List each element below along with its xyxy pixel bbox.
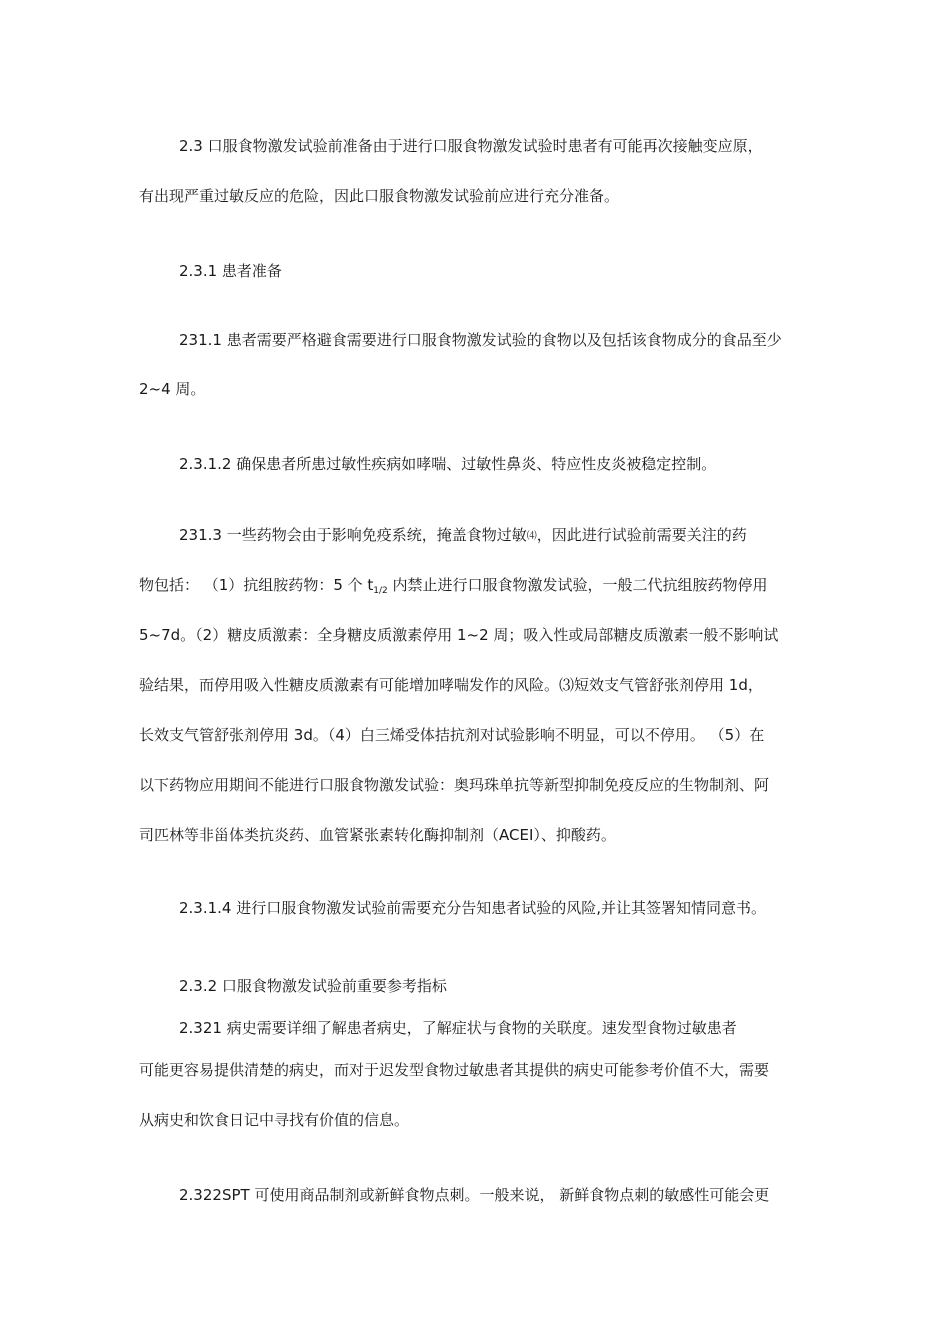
paragraph-line: 验结果，而停用吸入性糖皮质激素有可能增加哮喘发作的风险。⑶短效支气管舒张剂停用 1d， — [139, 676, 763, 694]
paragraph-line: 231.1 患者需要严格避食需要进行口服食物激发试验的食物以及包括该食物成分的食品至少 — [179, 331, 782, 349]
paragraph-line: 有出现严重过敏反应的危险，因此口服食物激发试验前应进行充分准备。 — [139, 187, 620, 205]
line-text: 内禁止进行口服食物激发试验，一般二代抗组胺药物停用 — [387, 576, 768, 594]
paragraph-line: 2.3.1.4 进行口服食物激发试验前需要充分告知患者试验的风险,并让其签署知情同意书。 — [179, 899, 767, 917]
paragraph-line: 可能更容易提供清楚的病史，而对于迟发型食物过敏患者其提供的病史可能参考价值不大，需要 — [139, 1061, 770, 1079]
section-2-3-heading: 2.3 口服食物激发试验前准备由于进行口服食物激发试验时患者有可能再次接触变应原， — [179, 137, 763, 155]
citation-marker: ⑷ — [526, 531, 537, 542]
paragraph-line: 2.321 病史需要详细了解患者病史，了解症状与食物的关联度。速发型食物过敏患者 — [179, 1019, 737, 1037]
paragraph-line: 司匹林等非甾体类抗炎药、血管紧张素转化酶抑制剂（ACEI）、抑酸药。 — [139, 826, 616, 844]
paragraph-line: 5~7d。（2）糖皮质激素：全身糖皮质激素停用 1~2 周；吸入性或局部糖皮质激素一般不影响试 — [139, 626, 779, 644]
paragraph-line: 2.3.1.2 确保患者所患过敏性疾病如哮喘、过敏性鼻炎、特应性皮炎被稳定控制。 — [179, 455, 717, 473]
paragraph-line: 以下药物应用期间不能进行口服食物激发试验：奥玛珠单抗等新型抑制免疫反应的生物制剂、阿 — [139, 776, 770, 794]
line-text: ，因此进行试验前需要关注的药 — [536, 526, 747, 544]
subscript-half-life: 1/2 — [373, 586, 388, 596]
paragraph-line: 2.322SPT 可使用商品制剂或新鲜食物点刺。一般来说， 新鲜食物点刺的敏感性可能会更 — [179, 1186, 770, 1204]
paragraph-line — [179, 525, 747, 548]
paragraph-line — [139, 575, 768, 598]
paragraph-line: 从病史和饮食日记中寻找有价值的信息。 — [139, 1111, 410, 1129]
line-text: 物包括： （1）抗组胺药物：5 个 t — [139, 576, 374, 594]
paragraph-line: 2~4 周。 — [139, 380, 206, 398]
line-text: 231.3 一些药物会由于影响免疫系统，掩盖食物过敏 — [179, 526, 527, 544]
paragraph-line: 长效支气管舒张剂停用 3d。（4）白三烯受体拮抗剂对试验影响不明显，可以不停用。 （5）在 — [139, 726, 765, 744]
section-2-3-2-heading: 2.3.2 口服食物激发试验前重要参考指标 — [179, 977, 447, 995]
section-2-3-1-heading: 2.3.1 患者准备 — [179, 262, 282, 280]
